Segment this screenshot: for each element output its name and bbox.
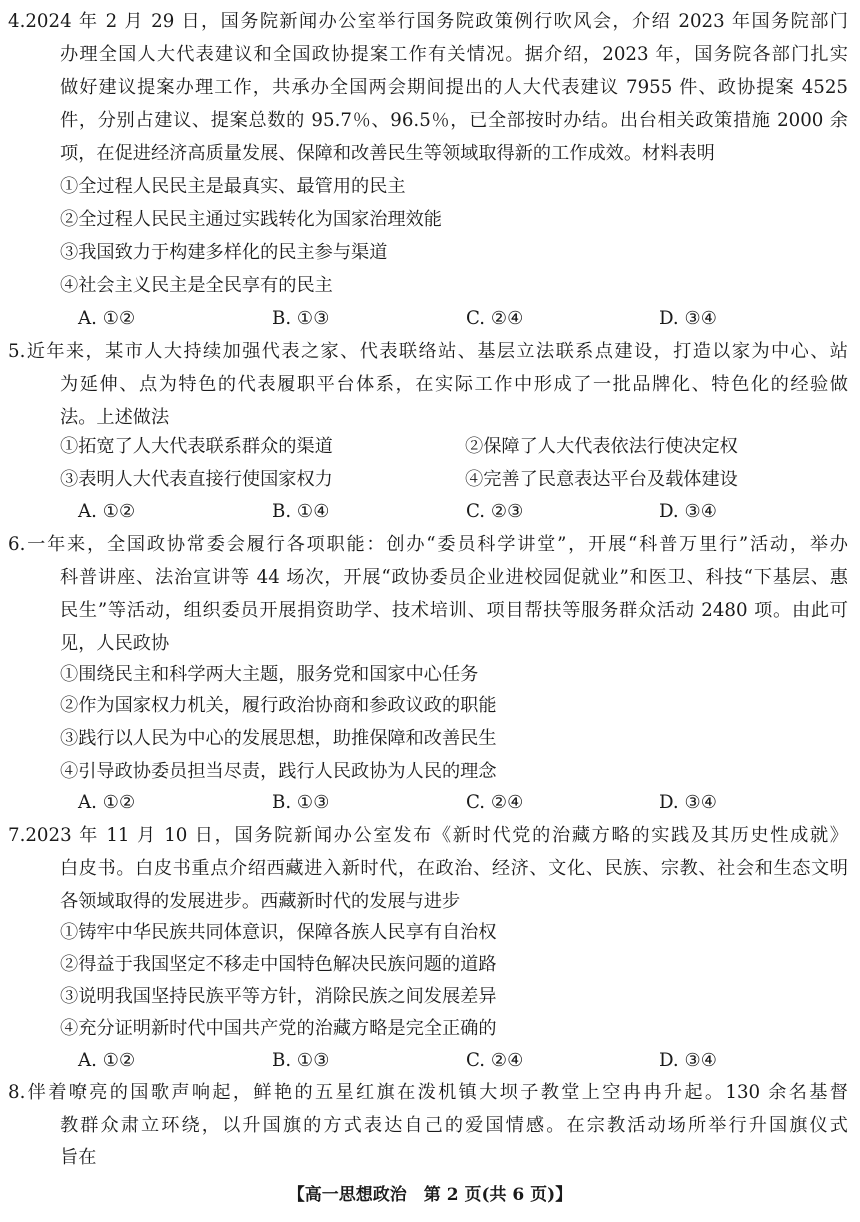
statement-1: ①围绕民主和科学两大主题，服务党和国家中心任务 bbox=[60, 664, 479, 685]
statement-3: ③说明我国坚持民族平等方针，消除民族之间发展差异 bbox=[60, 986, 497, 1007]
page-footer: 【高一思想政治 第 2 页(共 6 页)】 bbox=[287, 1185, 573, 1205]
statement-2: ②得益于我国坚定不移走中国特色解决民族问题的道路 bbox=[60, 954, 497, 975]
statement-2: ②全过程人民民主通过实践转化为国家治理效能 bbox=[60, 209, 442, 230]
question-stem-line: 5.近年来，某市人大持续加强代表之家、代表联络站、基层立法联系点建设，打造以家为中心、站 bbox=[8, 341, 848, 362]
option-c: C. ②④ bbox=[466, 792, 524, 813]
question-stem-line: 6.一年来，全国政协常委会履行各项职能：创办“委员科学讲堂”，开展“科普万里行”活动，举办 bbox=[8, 534, 848, 555]
option-d: D. ③④ bbox=[659, 308, 718, 329]
question-stem-line: 件，分别占建议、提案总数的 95.7％、96.5％，已全部按时办结。出台相关政策措施 2000 余 bbox=[60, 110, 848, 131]
question-stem-line: 为延伸、点为特色的代表履职平台体系，在实际工作中形成了一批品牌化、特色化的经验做 bbox=[60, 374, 848, 395]
statement-2: ②保障了人大代表依法行使决定权 bbox=[465, 436, 738, 457]
option-a: A. ①② bbox=[78, 792, 136, 813]
option-a: A. ①② bbox=[78, 501, 136, 522]
question-stem-line: 做好建议提案办理工作，共承办全国两会期间提出的人大代表建议 7955 件、政协提案 4525 bbox=[60, 77, 848, 98]
option-d: D. ③④ bbox=[659, 501, 718, 522]
question-stem-line: 各领域取得的发展进步。西藏新时代的发展与进步 bbox=[60, 891, 461, 912]
option-d: D. ③④ bbox=[659, 792, 718, 813]
option-b: B. ①③ bbox=[272, 308, 330, 329]
statement-1: ①铸牢中华民族共同体意识，保障各族人民享有自治权 bbox=[60, 922, 497, 943]
statement-2: ②作为国家权力机关，履行政治协商和参政议政的职能 bbox=[60, 695, 497, 716]
question-stem-line: 办理全国人大代表建议和全国政协提案工作有关情况。据介绍，2023 年，国务院各部门扎实 bbox=[60, 44, 848, 65]
statement-3: ③表明人大代表直接行使国家权力 bbox=[60, 469, 333, 490]
option-a: A. ①② bbox=[78, 1050, 136, 1071]
question-stem-line: 项，在促进经济高质量发展、保障和改善民生等领域取得新的工作成效。材料表明 bbox=[60, 143, 715, 164]
option-c: C. ②③ bbox=[466, 501, 524, 522]
question-stem-line: 教群众肃立环绕，以升国旗的方式表达自己的爱国情感。在宗教活动场所举行升国旗仪式 bbox=[60, 1115, 848, 1136]
statement-1: ①拓宽了人大代表联系群众的渠道 bbox=[60, 436, 333, 457]
question-stem-line: 科普讲座、法治宣讲等 44 场次，开展“政协委员企业进校园促就业”和医卫、科技“下基层、惠 bbox=[60, 567, 848, 588]
option-b: B. ①④ bbox=[272, 501, 330, 522]
option-b: B. ①③ bbox=[272, 792, 330, 813]
statement-3: ③我国致力于构建多样化的民主参与渠道 bbox=[60, 242, 388, 263]
option-a: A. ①② bbox=[78, 308, 136, 329]
question-stem-line: 旨在 bbox=[60, 1147, 97, 1168]
statement-4: ④社会主义民主是全民享有的民主 bbox=[60, 275, 333, 296]
question-stem-line: 见，人民政协 bbox=[60, 633, 170, 654]
question-stem-line: 4.2024 年 2 月 29 日，国务院新闻办公室举行国务院政策例行吹风会，介绍 2023 年国务院部门 bbox=[8, 11, 848, 32]
statement-4: ④引导政协委员担当尽责，践行人民政协为人民的理念 bbox=[60, 761, 497, 782]
question-stem-line: 白皮书。白皮书重点介绍西藏进入新时代，在政治、经济、文化、民族、宗教、社会和生态文明 bbox=[60, 858, 848, 879]
question-stem-line: 民生”等活动，组织委员开展捐资助学、技术培训、项目帮扶等服务群众活动 2480 项。由此可 bbox=[60, 600, 848, 621]
option-d: D. ③④ bbox=[659, 1050, 718, 1071]
statement-4: ④充分证明新时代中国共产党的治藏方略是完全正确的 bbox=[60, 1018, 497, 1039]
question-stem-line: 7.2023 年 11 月 10 日，国务院新闻办公室发布《新时代党的治藏方略的实践及其历史性成就》 bbox=[8, 825, 848, 846]
option-c: C. ②④ bbox=[466, 308, 524, 329]
question-stem-line: 法。上述做法 bbox=[60, 407, 170, 428]
option-b: B. ①③ bbox=[272, 1050, 330, 1071]
option-c: C. ②④ bbox=[466, 1050, 524, 1071]
question-stem-line: 8.伴着嘹亮的国歌声响起，鲜艳的五星红旗在泼机镇大坝子教堂上空冉冉升起。130 余名基督 bbox=[8, 1082, 848, 1103]
statement-1: ①全过程人民民主是最真实、最管用的民主 bbox=[60, 176, 406, 197]
statement-3: ③践行以人民为中心的发展思想，助推保障和改善民生 bbox=[60, 728, 497, 749]
statement-4: ④完善了民意表达平台及载体建设 bbox=[465, 469, 738, 490]
